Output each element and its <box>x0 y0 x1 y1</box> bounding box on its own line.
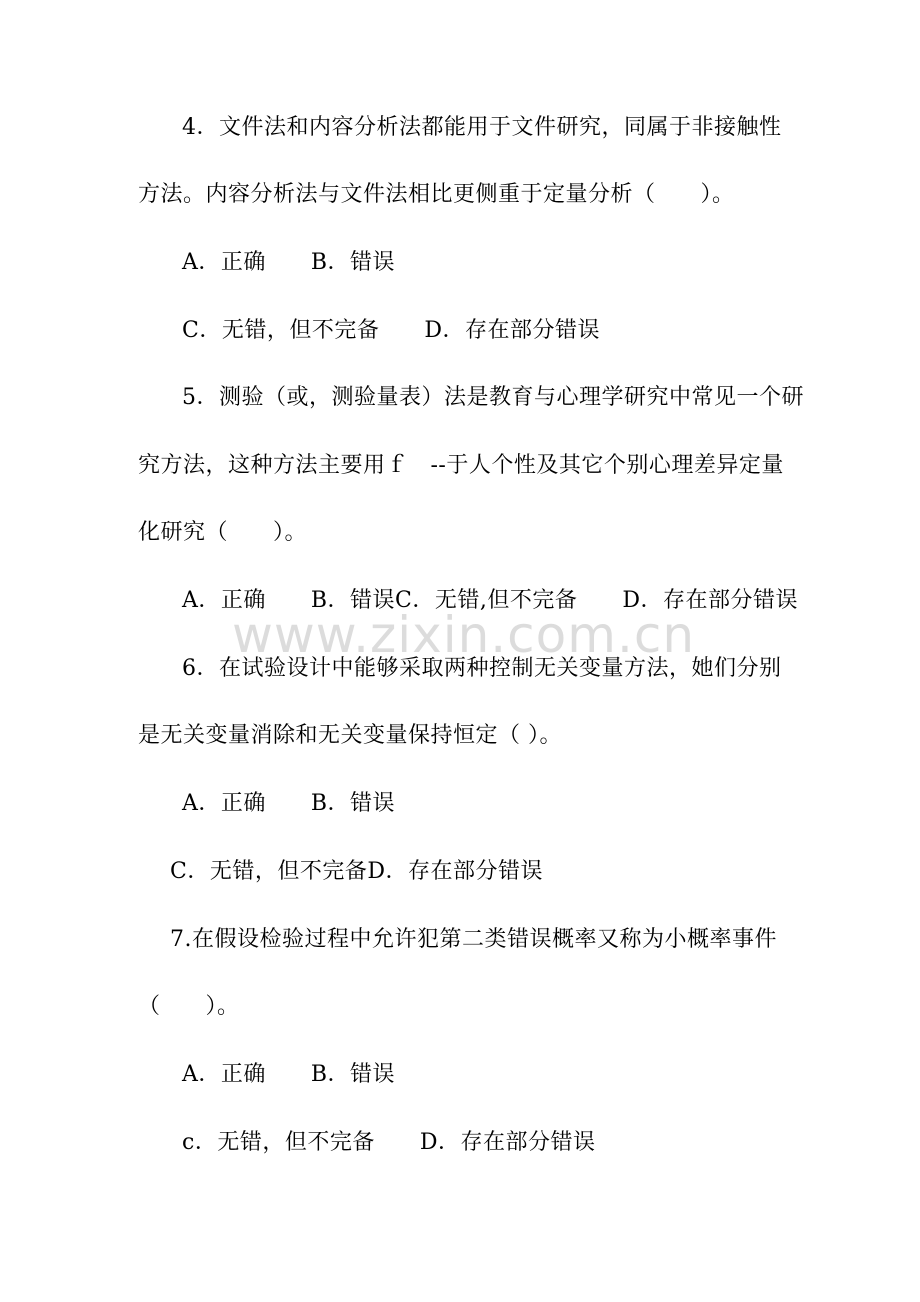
question-7-line-1: 7.在假设检验过程中允许犯第二类错误概率又称为小概率事件 <box>170 927 777 952</box>
question-5-line-1: 5．测验（或，测验量表）法是教育与心理学研究中常见一个研 <box>182 385 804 410</box>
question-6-line-1: 6．在试验设计中能够采取两种控制无关变量方法，她们分别 <box>182 656 782 681</box>
question-5-line-3: 化研究（ ）。 <box>138 520 308 545</box>
question-7-options-ab: A．正确 B．错误 <box>182 1062 396 1087</box>
question-4-line-2: 方法。内容分析法与文件法相比更侧重于定量分析（ ）。 <box>138 182 735 207</box>
question-6-options-ab: A．正确 B．错误 <box>182 791 396 816</box>
question-7-line-2: （ ）。 <box>138 994 240 1019</box>
question-7-options-cd: c．无错，但不完备 D．存在部分错误 <box>182 1130 596 1155</box>
watermark-text: www.zixin.com.cn <box>232 606 696 664</box>
question-5-options: A．正确 B．错误C．无错,但不完备 D．存在部分错误 <box>182 588 799 613</box>
question-5-line-2: 究方法，这种方法主要用ｆ --于人个性及其它个别心理差异定量 <box>138 453 784 478</box>
question-4-line-1: 4．文件法和内容分析法都能用于文件研究，同属于非接触性 <box>182 115 782 140</box>
question-4-options-cd: C．无错，但不完备 D．存在部分错误 <box>182 318 600 343</box>
question-4-options-ab: A．正确 B．错误 <box>182 250 396 275</box>
question-6-options-cd: C．无错，但不完备D．存在部分错误 <box>170 859 543 884</box>
question-6-line-2: 是无关变量消除和无关变量保持恒定（ ）。 <box>138 723 562 748</box>
